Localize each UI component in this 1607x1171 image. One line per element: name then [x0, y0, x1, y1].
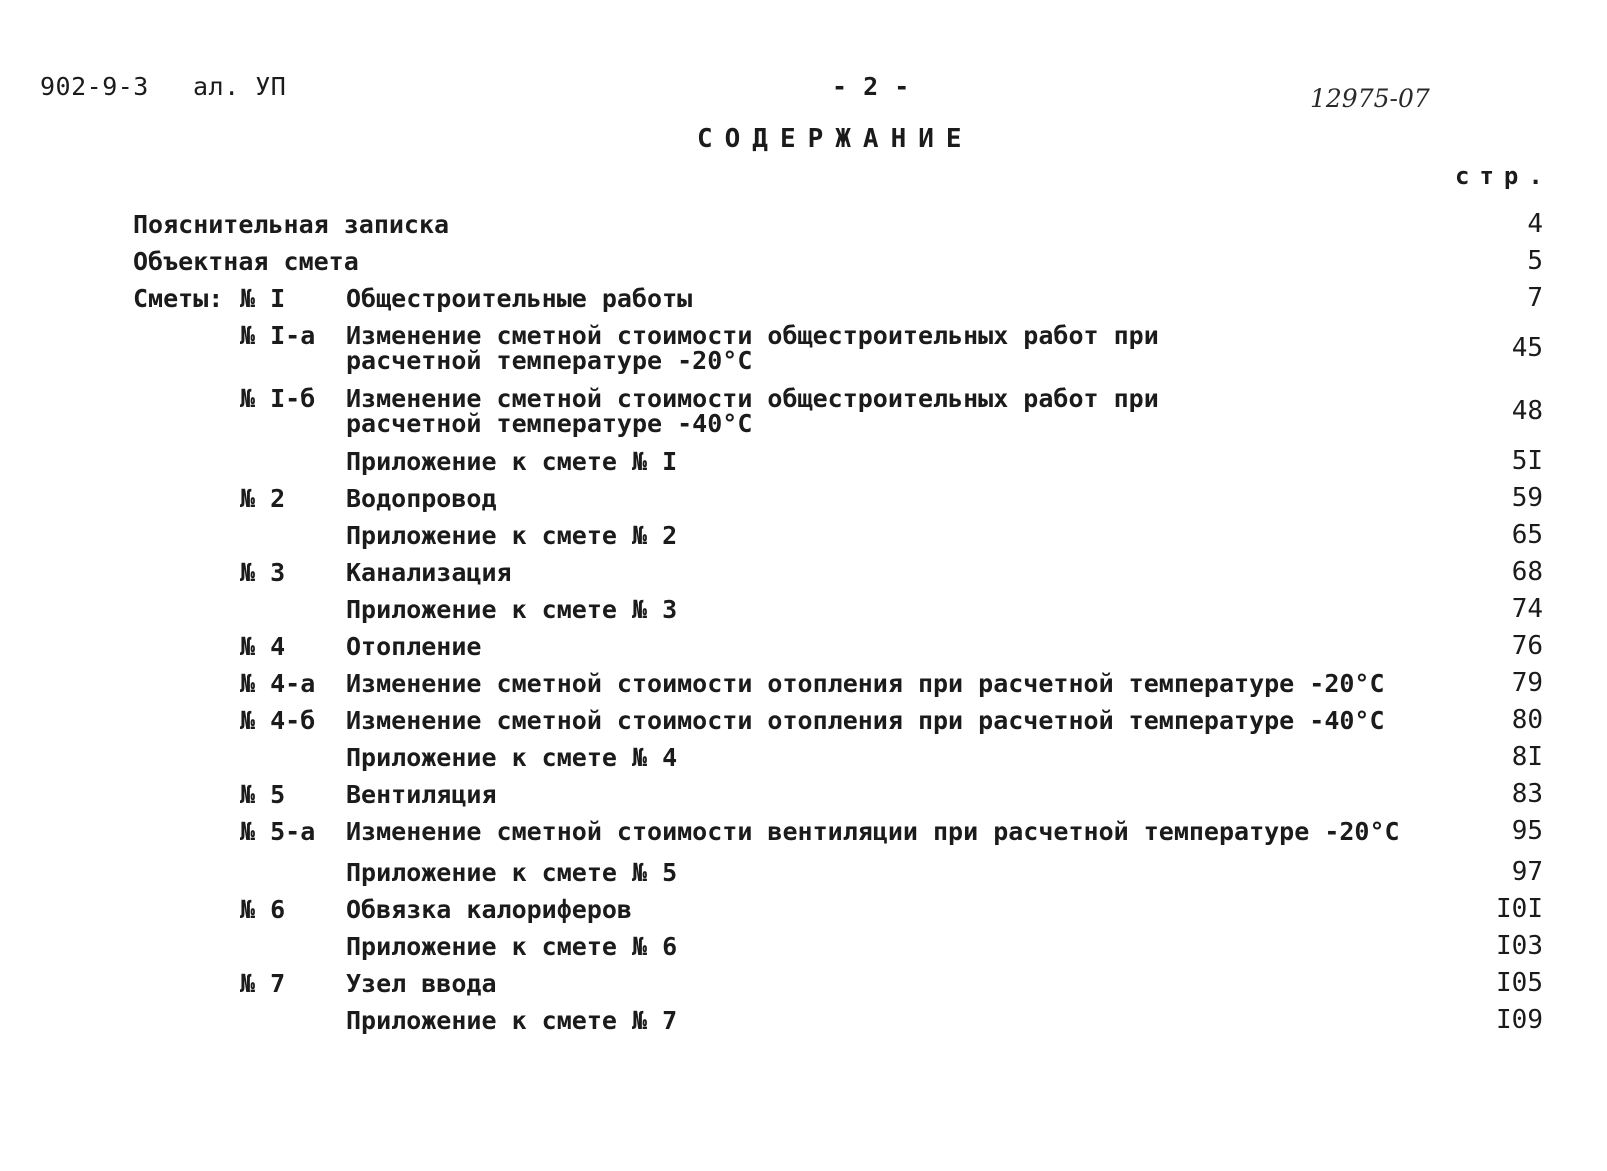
toc-entry-page: 74 — [1511, 594, 1543, 624]
toc-entry-page: 76 — [1511, 631, 1543, 661]
toc-entry-label: Пояснительная записка — [133, 210, 450, 239]
toc-entry-page: 68 — [1511, 557, 1543, 587]
project-code: 902-9-3 — [40, 72, 149, 101]
toc-entry-text: Приложение к смете № 7 — [346, 1006, 678, 1035]
toc-entry-page: 8I — [1511, 742, 1543, 772]
toc-entry-label: Объектная смета — [133, 247, 359, 276]
toc-entry-number: № 4-б — [240, 706, 316, 735]
toc-entry-text: Приложение к смете № 3 — [346, 595, 678, 624]
toc-entry-number: № 6 — [240, 895, 286, 924]
toc-entry-page: 5I — [1511, 446, 1543, 476]
toc-entry-text: Приложение к смете № 5 — [346, 858, 678, 887]
toc-entry-text: Приложение к смете № 2 — [346, 521, 678, 550]
toc-entry-page: 59 — [1511, 483, 1543, 513]
toc-entry-page: 48 — [1511, 396, 1543, 426]
toc-entry-number: № I-б — [240, 384, 316, 413]
toc-entry-page: 80 — [1511, 705, 1543, 735]
toc-entry-text: Канализация — [346, 558, 512, 587]
toc-entry-label: Сметы: — [133, 284, 224, 313]
toc-entry-text: Изменение сметной стоимости общестроительных работ при расчетной температуре -20°С — [346, 321, 1159, 375]
toc-entry-number: № 2 — [240, 484, 286, 513]
toc-entry-page: I09 — [1496, 1005, 1543, 1035]
toc-entry-text: Приложение к смете № I — [346, 447, 678, 476]
toc-entry-page: 5 — [1527, 246, 1543, 276]
toc-entry-number: № 5-а — [240, 817, 316, 846]
toc-entry-number: № 4 — [240, 632, 286, 661]
toc-entry-text: Вентиляция — [346, 780, 497, 809]
toc-entry-text: Изменение сметной стоимости отопления при расчетной температуре -40°С — [346, 706, 1385, 735]
toc-entry-page: I05 — [1496, 968, 1543, 998]
toc-entry-page: I03 — [1496, 931, 1543, 961]
toc-entry-page: I0I — [1496, 894, 1543, 924]
toc-entry-page: 45 — [1511, 333, 1543, 363]
toc-entry-number: № I-а — [240, 321, 316, 350]
toc-entry-page: 7 — [1527, 283, 1543, 313]
toc-entry-text: Приложение к смете № 4 — [346, 743, 678, 772]
page-column-header: стр. — [1455, 162, 1553, 190]
toc-entry-text: Отопление — [346, 632, 482, 661]
toc-entry-text: Водопровод — [346, 484, 497, 513]
toc-entry-number: № 5 — [240, 780, 286, 809]
toc-entry-text: Изменение сметной стоимости отопления при расчетной температуре -20°С — [346, 669, 1385, 698]
toc-entry-text: Приложение к смете № 6 — [346, 932, 678, 961]
toc-entry-page: 95 — [1511, 816, 1543, 846]
toc-entry-page: 79 — [1511, 668, 1543, 698]
page-title: СОДЕРЖАНИЕ — [697, 124, 974, 154]
toc-entry-text: Узел ввода — [346, 969, 497, 998]
toc-entry-text: Изменение сметной стоимости вентиляции при расчетной температуре -20°С — [346, 817, 1400, 846]
toc-entry-page: 97 — [1511, 857, 1543, 887]
toc-entry-number: № I — [240, 284, 286, 313]
toc-entry-page: 83 — [1511, 779, 1543, 809]
toc-entry-text: Обвязка калориферов — [346, 895, 632, 924]
toc-entry-page: 4 — [1527, 209, 1543, 239]
document-number: 12975-07 — [1310, 84, 1430, 113]
toc-entry-number: № 3 — [240, 558, 286, 587]
toc-entry-text: Общестроительные работы — [346, 284, 693, 313]
toc-entry-number: № 4-а — [240, 669, 316, 698]
toc-entry-text: Изменение сметной стоимости общестроительных работ при расчетной температуре -40°С — [346, 384, 1159, 438]
toc-entry-page: 65 — [1511, 520, 1543, 550]
page-number: - 2 - — [832, 72, 910, 101]
toc-entry-number: № 7 — [240, 969, 286, 998]
album-number: ал. УП — [193, 72, 287, 101]
